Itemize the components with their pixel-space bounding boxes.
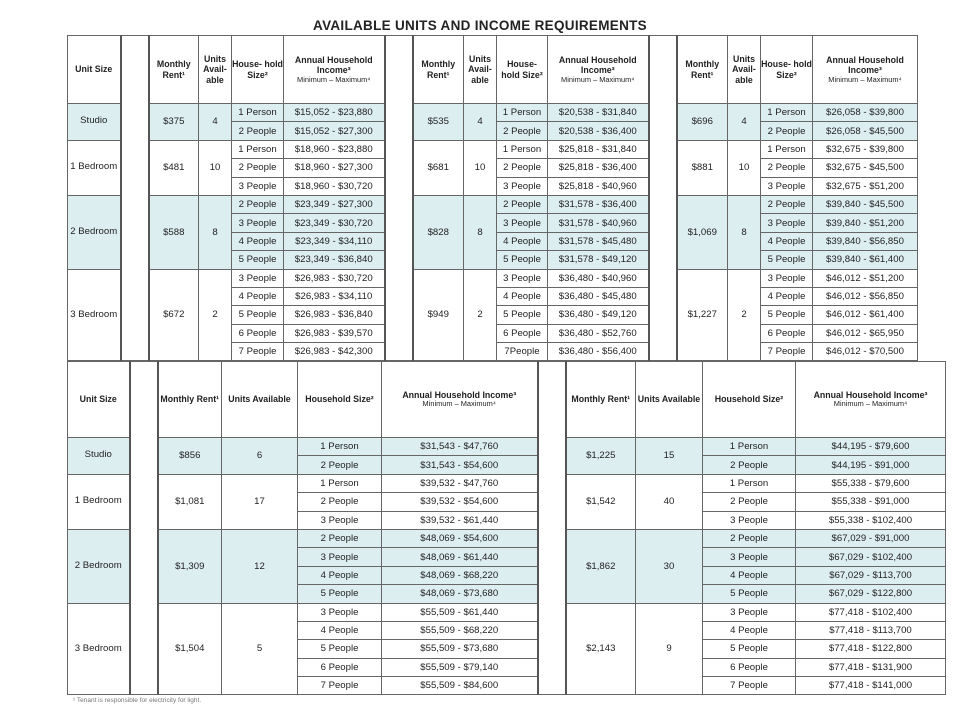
household-size-cell: 4 People	[497, 287, 548, 305]
ami-bar	[385, 36, 413, 361]
unit-size-cell: 1 Bedroom	[68, 140, 121, 195]
header-household-size	[497, 36, 548, 104]
table-row	[68, 269, 918, 287]
table-row	[68, 140, 918, 158]
household-size-cell: 6 People	[298, 658, 382, 676]
header-annual-income	[813, 36, 918, 104]
household-size-cell: 1 Person	[232, 140, 284, 158]
table-row	[68, 474, 946, 492]
income-range-cell: $31,543 - $54,600	[382, 456, 538, 474]
header-units-available	[222, 362, 298, 438]
header-unit-size	[68, 362, 130, 438]
income-range-cell: $31,578 - $36,400	[548, 195, 649, 213]
household-size-cell: 6 People	[232, 324, 284, 342]
income-range-cell: $32,675 - $39,800	[813, 140, 918, 158]
units-available-cell: 15	[636, 438, 703, 475]
household-size-cell: 2 People	[497, 122, 548, 140]
household-size-cell: 4 People	[232, 287, 284, 305]
household-size-cell: 4 People	[761, 287, 813, 305]
household-size-cell: 3 People	[298, 511, 382, 529]
units-available-cell: 2	[199, 269, 232, 361]
income-range-cell: $25,818 - $40,960	[548, 177, 649, 195]
header-household-size-label: Household Size²	[305, 394, 374, 405]
household-size-cell: 5 People	[232, 306, 284, 324]
monthly-rent-cell: $1,309	[158, 529, 222, 603]
monthly-rent-cell: $2,143	[566, 603, 636, 695]
household-size-cell: 5 People	[298, 585, 382, 603]
monthly-rent-cell: $672	[149, 269, 199, 361]
header-units-available-label: Units Available	[637, 394, 701, 405]
unit-size-cell: 3 Bedroom	[68, 603, 130, 695]
income-range-cell: $67,029 - $122,800	[796, 585, 946, 603]
income-range-cell: $23,349 - $30,720	[284, 214, 385, 232]
header-monthly-rent	[149, 36, 199, 104]
income-range-cell: $26,983 - $36,840	[284, 306, 385, 324]
household-size-cell: 5 People	[703, 640, 796, 658]
household-size-cell: 5 People	[497, 251, 548, 269]
header-household-size-label: House- hold Size²	[761, 58, 812, 80]
income-range-cell: $36,480 - $40,960	[548, 269, 649, 287]
header-annual-income	[796, 362, 946, 438]
household-size-cell: 7 People	[298, 677, 382, 695]
household-size-cell: 6 People	[703, 658, 796, 676]
household-size-cell: 2 People	[232, 195, 284, 213]
household-size-cell: 2 People	[232, 159, 284, 177]
household-size-cell: 4 People	[298, 621, 382, 639]
table-row	[68, 438, 946, 456]
income-range-cell: $26,058 - $45,500	[813, 122, 918, 140]
income-range-cell: $55,509 - $73,680	[382, 640, 538, 658]
household-size-cell: 2 People	[703, 456, 796, 474]
income-range-cell: $18,960 - $23,880	[284, 140, 385, 158]
unit-size-cell: Studio	[68, 104, 121, 141]
household-size-cell: 5 People	[232, 251, 284, 269]
income-range-cell: $36,480 - $52,760	[548, 324, 649, 342]
household-size-cell: 2 People	[298, 493, 382, 511]
income-range-cell: $39,532 - $47,760	[382, 474, 538, 492]
household-size-cell: 4 People	[497, 232, 548, 250]
monthly-rent-cell: $1,862	[566, 529, 636, 603]
header-monthly-rent	[413, 36, 464, 104]
income-table-top	[67, 35, 918, 361]
footnote: ¹ Tenant is responsible for electricity for light.	[73, 697, 202, 704]
header-unit-size	[68, 36, 121, 104]
table-row	[68, 195, 918, 213]
income-range-cell: $39,532 - $54,600	[382, 493, 538, 511]
income-range-cell: $55,509 - $84,600	[382, 677, 538, 695]
income-range-cell: $44,195 - $79,600	[796, 438, 946, 456]
income-range-cell: $39,840 - $45,500	[813, 195, 918, 213]
household-size-cell: 1 Person	[761, 104, 813, 122]
income-range-cell: $15,052 - $27,300	[284, 122, 385, 140]
header-monthly-rent-label: Monthly Rent¹	[156, 58, 191, 80]
household-size-cell: 3 People	[298, 603, 382, 621]
income-range-cell: $46,012 - $56,850	[813, 287, 918, 305]
income-range-cell: $31,578 - $49,120	[548, 251, 649, 269]
monthly-rent-cell: $1,081	[158, 474, 222, 529]
monthly-rent-cell: $375	[149, 104, 199, 141]
household-size-cell: 2 People	[497, 195, 548, 213]
household-size-cell: 3 People	[703, 603, 796, 621]
income-range-cell: $31,543 - $47,760	[382, 438, 538, 456]
header-monthly-rent	[677, 36, 728, 104]
household-size-cell: 3 People	[703, 548, 796, 566]
header-units-available	[636, 362, 703, 438]
income-range-cell: $46,012 - $70,500	[813, 343, 918, 361]
monthly-rent-cell: $1,542	[566, 474, 636, 529]
household-size-cell: 2 People	[703, 493, 796, 511]
household-size-cell: 1 Person	[298, 438, 382, 456]
header-annual-income-label: Annual Household Income³	[813, 389, 928, 400]
units-available-cell: 5	[222, 603, 298, 695]
header-household-size	[761, 36, 813, 104]
header-annual-income-sub: Minimum – Maximum⁴	[828, 74, 902, 84]
table-row	[68, 603, 946, 621]
income-range-cell: $26,983 - $34,110	[284, 287, 385, 305]
household-size-cell: 1 Person	[232, 104, 284, 122]
household-size-cell: 3 People	[497, 269, 548, 287]
household-size-cell: 1 Person	[703, 474, 796, 492]
unit-size-cell: 2 Bedroom	[68, 529, 130, 603]
household-size-cell: 5 People	[497, 306, 548, 324]
household-size-cell: 7 People	[761, 343, 813, 361]
income-range-cell: $48,069 - $61,440	[382, 548, 538, 566]
header-annual-income-sub: Minimum – Maximum⁴	[833, 399, 908, 409]
income-range-cell: $67,029 - $102,400	[796, 548, 946, 566]
monthly-rent-cell: $1,227	[677, 269, 728, 361]
units-available-cell: 12	[222, 529, 298, 603]
header-household-size-label: Household Size²	[714, 394, 784, 405]
ami-bar	[121, 36, 149, 361]
header-annual-income-sub: Minimum – Maximum⁴	[297, 74, 371, 84]
income-range-cell: $46,012 - $51,200	[813, 269, 918, 287]
monthly-rent-cell: $856	[158, 438, 222, 475]
household-size-cell: 3 People	[232, 269, 284, 287]
units-available-cell: 10	[464, 140, 497, 195]
household-size-cell: 1 Person	[497, 104, 548, 122]
household-size-cell: 1 Person	[761, 140, 813, 158]
income-range-cell: $77,418 - $141,000	[796, 677, 946, 695]
income-range-cell: $31,578 - $45,480	[548, 232, 649, 250]
income-range-cell: $18,960 - $30,720	[284, 177, 385, 195]
header-annual-income	[382, 362, 538, 438]
income-table-bottom	[67, 361, 946, 695]
monthly-rent-cell: $681	[413, 140, 464, 195]
household-size-cell: 3 People	[232, 177, 284, 195]
header-annual-income	[284, 36, 385, 104]
units-available-cell: 10	[199, 140, 232, 195]
header-monthly-rent-label: Monthly Rent¹	[571, 394, 631, 405]
household-size-cell: 5 People	[298, 640, 382, 658]
monthly-rent-cell: $828	[413, 195, 464, 269]
monthly-rent-cell: $881	[677, 140, 728, 195]
household-size-cell: 7 People	[232, 343, 284, 361]
income-range-cell: $39,840 - $56,850	[813, 232, 918, 250]
income-range-cell: $39,840 - $61,400	[813, 251, 918, 269]
monthly-rent-cell: $588	[149, 195, 199, 269]
header-units-available-label: Units Available	[228, 394, 291, 405]
income-range-cell: $32,675 - $51,200	[813, 177, 918, 195]
units-available-cell: 40	[636, 474, 703, 529]
income-range-cell: $20,538 - $36,400	[548, 122, 649, 140]
unit-size-cell: Studio	[68, 438, 130, 475]
household-size-cell: 7People	[497, 343, 548, 361]
household-size-cell: 4 People	[232, 232, 284, 250]
household-size-cell: 3 People	[761, 177, 813, 195]
income-range-cell: $55,509 - $61,440	[382, 603, 538, 621]
household-size-cell: 5 People	[761, 306, 813, 324]
header-household-size	[703, 362, 796, 438]
income-range-cell: $26,058 - $39,800	[813, 104, 918, 122]
household-size-cell: 2 People	[298, 456, 382, 474]
header-annual-income-label: Annual Household Income³	[826, 54, 904, 76]
income-range-cell: $48,069 - $68,220	[382, 566, 538, 584]
income-range-cell: $36,480 - $49,120	[548, 306, 649, 324]
household-size-cell: 1 Person	[703, 438, 796, 456]
header-annual-income-sub: Minimum – Maximum⁴	[561, 74, 635, 84]
header-unit-size-label: Unit Size	[75, 64, 113, 75]
header-household-size-label: House- hold Size²	[501, 58, 543, 80]
units-available-cell: 2	[728, 269, 761, 361]
units-available-cell: 4	[199, 104, 232, 141]
income-range-cell: $77,418 - $102,400	[796, 603, 946, 621]
header-units-available	[728, 36, 761, 104]
income-range-cell: $55,338 - $91,000	[796, 493, 946, 511]
income-range-cell: $67,029 - $113,700	[796, 566, 946, 584]
units-available-cell: 4	[728, 104, 761, 141]
unit-size-cell: 3 Bedroom	[68, 269, 121, 361]
income-range-cell: $25,818 - $31,840	[548, 140, 649, 158]
income-range-cell: $26,983 - $30,720	[284, 269, 385, 287]
ami-bar	[649, 36, 677, 361]
header-monthly-rent	[566, 362, 636, 438]
income-range-cell: $55,338 - $79,600	[796, 474, 946, 492]
units-available-cell: 4	[464, 104, 497, 141]
units-available-cell: 30	[636, 529, 703, 603]
header-units-available-label: Units Avail- able	[468, 53, 492, 85]
household-size-cell: 2 People	[497, 159, 548, 177]
income-range-cell: $67,029 - $91,000	[796, 529, 946, 547]
header-annual-income-sub: Minimum – Maximum⁴	[422, 399, 496, 409]
household-size-cell: 4 People	[703, 621, 796, 639]
units-available-cell: 8	[464, 195, 497, 269]
header-monthly-rent-label: Monthly Rent¹	[685, 58, 720, 80]
header-units-available	[464, 36, 497, 104]
header-household-size	[232, 36, 284, 104]
header-annual-income-label: Annual Household Income³	[294, 54, 373, 76]
income-range-cell: $15,052 - $23,880	[284, 104, 385, 122]
income-range-cell: $23,349 - $34,110	[284, 232, 385, 250]
header-units-available	[199, 36, 232, 104]
household-size-cell: 3 People	[761, 269, 813, 287]
household-size-cell: 3 People	[497, 214, 548, 232]
income-range-cell: $55,509 - $68,220	[382, 621, 538, 639]
table-row	[68, 529, 946, 547]
monthly-rent-cell: $1,504	[158, 603, 222, 695]
income-range-cell: $46,012 - $61,400	[813, 306, 918, 324]
income-range-cell: $46,012 - $65,950	[813, 324, 918, 342]
income-range-cell: $55,509 - $79,140	[382, 658, 538, 676]
monthly-rent-cell: $535	[413, 104, 464, 141]
household-size-cell: 1 Person	[298, 474, 382, 492]
units-available-cell: 10	[728, 140, 761, 195]
header-unit-size-label: Unit Size	[79, 394, 117, 405]
household-size-cell: 2 People	[298, 529, 382, 547]
table-row	[68, 104, 918, 122]
unit-size-cell: 1 Bedroom	[68, 474, 130, 529]
household-size-cell: 2 People	[232, 122, 284, 140]
household-size-cell: 4 People	[761, 232, 813, 250]
income-range-cell: $26,983 - $42,300	[284, 343, 385, 361]
header-units-available-label: Units Avail- able	[203, 53, 227, 85]
monthly-rent-cell: $1,225	[566, 438, 636, 475]
income-range-cell: $25,818 - $36,400	[548, 159, 649, 177]
household-size-cell: 3 People	[298, 548, 382, 566]
unit-size-cell: 2 Bedroom	[68, 195, 121, 269]
household-size-cell: 2 People	[761, 122, 813, 140]
household-size-cell: 1 Person	[497, 140, 548, 158]
units-available-cell: 9	[636, 603, 703, 695]
household-size-cell: 2 People	[761, 195, 813, 213]
units-available-cell: 8	[728, 195, 761, 269]
monthly-rent-cell: $949	[413, 269, 464, 361]
household-size-cell: 2 People	[761, 159, 813, 177]
monthly-rent-cell: $1,069	[677, 195, 728, 269]
household-size-cell: 4 People	[703, 566, 796, 584]
income-range-cell: $31,578 - $40,960	[548, 214, 649, 232]
household-size-cell: 6 People	[761, 324, 813, 342]
income-range-cell: $23,349 - $27,300	[284, 195, 385, 213]
income-range-cell: $18,960 - $27,300	[284, 159, 385, 177]
household-size-cell: 7 People	[703, 677, 796, 695]
units-available-cell: 17	[222, 474, 298, 529]
income-range-cell: $36,480 - $56,400	[548, 343, 649, 361]
income-range-cell: $48,069 - $73,680	[382, 585, 538, 603]
household-size-cell: 5 People	[761, 251, 813, 269]
household-size-cell: 3 People	[703, 511, 796, 529]
income-range-cell: $77,418 - $122,800	[796, 640, 946, 658]
page-title: AVAILABLE UNITS AND INCOME REQUIREMENTS	[313, 18, 647, 33]
monthly-rent-cell: $696	[677, 104, 728, 141]
household-size-cell: 3 People	[497, 177, 548, 195]
header-annual-income-label: Annual Household Income³	[402, 389, 517, 400]
household-size-cell: 2 People	[703, 529, 796, 547]
header-annual-income-label: Annual Household Income³	[558, 54, 637, 76]
units-available-cell: 8	[199, 195, 232, 269]
income-range-cell: $77,418 - $113,700	[796, 621, 946, 639]
household-size-cell: 5 People	[703, 585, 796, 603]
income-range-cell: $23,349 - $36,840	[284, 251, 385, 269]
units-available-cell: 2	[464, 269, 497, 361]
income-range-cell: $36,480 - $45,480	[548, 287, 649, 305]
header-household-size	[298, 362, 382, 438]
income-range-cell: $20,538 - $31,840	[548, 104, 649, 122]
income-range-cell: $44,195 - $91,000	[796, 456, 946, 474]
ami-bar	[130, 362, 158, 695]
income-range-cell: $32,675 - $45,500	[813, 159, 918, 177]
household-size-cell: 4 People	[298, 566, 382, 584]
household-size-cell: 6 People	[497, 324, 548, 342]
header-annual-income	[548, 36, 649, 104]
income-range-cell: $48,069 - $54,600	[382, 529, 538, 547]
header-monthly-rent-label: Monthly Rent¹	[160, 394, 220, 405]
header-monthly-rent	[158, 362, 222, 438]
income-range-cell: $26,983 - $39,570	[284, 324, 385, 342]
income-range-cell: $39,532 - $61,440	[382, 511, 538, 529]
income-range-cell: $39,840 - $51,200	[813, 214, 918, 232]
ami-bar	[538, 362, 566, 695]
header-units-available-label: Units Avail- able	[732, 53, 756, 85]
header-monthly-rent-label: Monthly Rent¹	[421, 58, 456, 80]
income-range-cell: $55,338 - $102,400	[796, 511, 946, 529]
household-size-cell: 3 People	[761, 214, 813, 232]
income-range-cell: $77,418 - $131,900	[796, 658, 946, 676]
units-available-cell: 6	[222, 438, 298, 475]
header-household-size-label: House- hold Size²	[232, 58, 283, 80]
monthly-rent-cell: $481	[149, 140, 199, 195]
household-size-cell: 3 People	[232, 214, 284, 232]
